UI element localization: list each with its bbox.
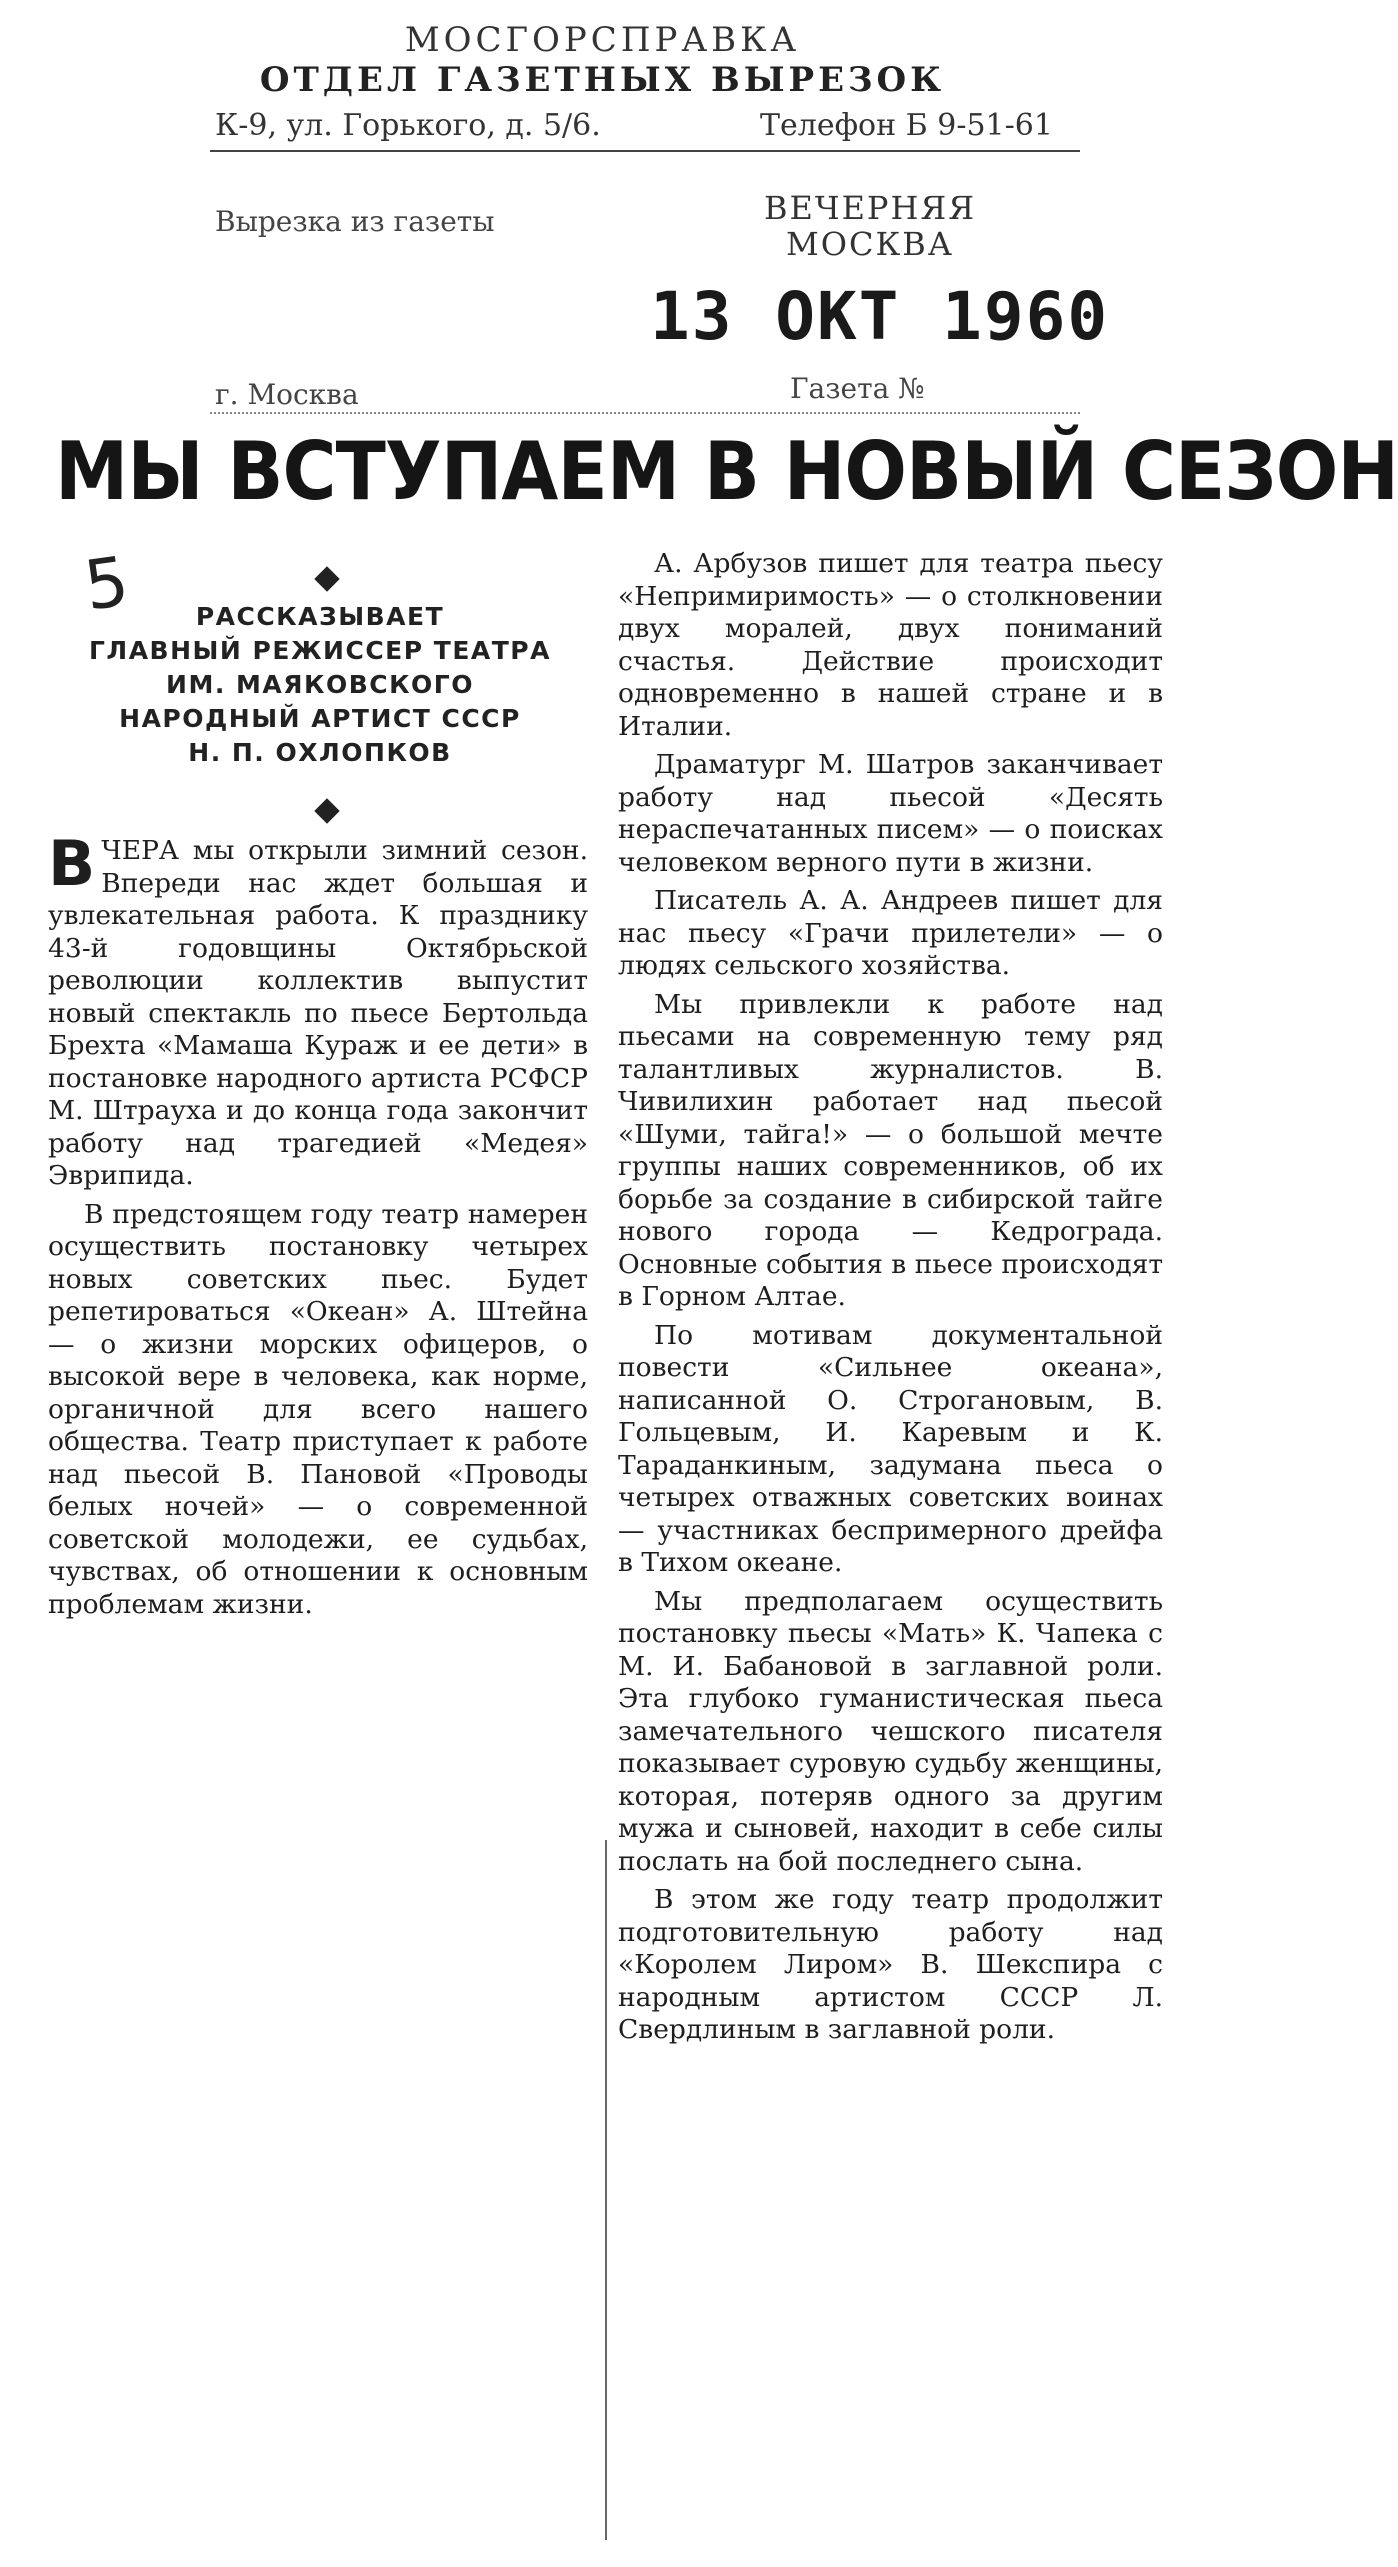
paragraph: Писатель А. А. Андреев пишет для нас пьесу «Грачи прилетели» — о людях сельского хозяйства. [618, 885, 1163, 981]
paragraph: В этом же году театр продолжит подготовительную работу над «Королем Лиром» В. Шекспира с народным артистом СССР Л. Свердлиным в заглавной роли. [618, 1884, 1163, 2045]
byline-line: ИМ. МАЯКОВСКОГО [166, 670, 474, 699]
clipping-label: Вырезка из газеты [215, 205, 495, 238]
ornament-diamond-icon [314, 566, 339, 591]
paragraph: Драматург М. Шатров заканчивает работу над пьесой «Десять нераспечатанных писем» — о поисках человеком верного пути в жизни. [618, 749, 1163, 878]
agency-phone: Телефон Б 9-51-61 [760, 108, 1053, 143]
date-stamp: 13 ОКТ 1960 [650, 278, 1110, 355]
department-name: ОТДЕЛ ГАЗЕТНЫХ ВЫРЕЗОК [259, 60, 946, 100]
paragraph: ВЧЕРА мы открыли зимний сезон. Впереди нас ждет большая и увлекательная работа. К празднику 43-й годовщины Октябрьской революции коллектив выпустит новый спектакль по пьесе Бертольда Брехта «Мамаша Кураж и ее дети» в постановке народного артиста РСФСР М. Штрауха и до конца года закончит работу над трагедией «Медея» Эврипида. [48, 827, 588, 1191]
paragraph: Мы предполагаем осуществить постановку пьесы «Мать» К. Чапека с М. И. Бабановой в заглавной роли. Эта глубоко гуманистическая пьеса замечательного чешского писателя показывает суровую судьбу женщины, которая, потеряв одного за другим мужа и сыновей, находит в себе силы послать на бой последнего сына. [618, 1585, 1163, 1877]
paragraph: По мотивам документальной повести «Сильнее океана», написанной О. Строгановым, В. Гольцевым, И. Каревым и К. Тараданкиным, задумана пьеса о четырех отважных советских воинах — участниках беспримерного дрейфа в Тихом океане. [618, 1319, 1163, 1578]
paragraph: Мы привлекли к работе над пьесами на современную тему ряд талантливых журналистов. В. Чивилихин работает над пьесой «Шуми, тайга!» — о большой мечте группы наших современников, об их борьбе за создание в сибирской тайге нового города — Кедрограда. Основные события в пьесе происходят в Горном Алтае. [618, 988, 1164, 1312]
byline-line: НАРОДНЫЙ АРТИСТ СССР [119, 704, 521, 733]
newspaper-name: ВЕЧЕРНЯЯ МОСКВА [763, 189, 977, 263]
ornament-diamond-icon [314, 798, 339, 823]
byline [40, 600, 600, 770]
agency-name: МОСГОРСПРАВКА [404, 20, 801, 60]
byline-line: РАССКАЗЫВАЕТ [195, 602, 445, 631]
column-divider [605, 1840, 607, 2540]
article-headline: МЫ ВСТУПАЕМ В НОВЫЙ СЕЗОН [55, 425, 1398, 518]
agency-address: К-9, ул. Горького, д. 5/6. [215, 108, 601, 143]
paragraph: А. Арбузов пишет для театра пьесу «Непримиримость» — о столкновении двух моралей, двух пониманий счастья. Действие происходит одновременно в нашей стране и в Италии. [618, 548, 1163, 742]
drop-cap: В [48, 827, 96, 900]
header-dotted-rule [210, 412, 1080, 414]
article-column-right [618, 548, 1163, 2053]
header-rule [210, 150, 1080, 152]
article-column-left [48, 827, 588, 1627]
paragraph: В предстоящем году театр намерен осуществить постановку четырех новых советских пьес. Будет репетироваться «Океан» А. Штейна — о жизни морских офицеров, о высокой вере в человека, как норме, органичной для всего нашего общества. Театр приступает к работе над пьесой В. Пановой «Проводы белых ночей» — о современной советской молодежи, ее судьбах, чувствах, об отношении к основным проблемам жизни. [48, 1198, 588, 1620]
handwritten-mark: 5 [79, 542, 134, 627]
city-label: г. Москва [215, 378, 359, 411]
byline-line: ГЛАВНЫЙ РЕЖИССЕР ТЕАТРА [89, 636, 551, 665]
byline-line: Н. П. ОХЛОПКОВ [188, 738, 452, 767]
issue-label: Газета № [790, 372, 925, 405]
